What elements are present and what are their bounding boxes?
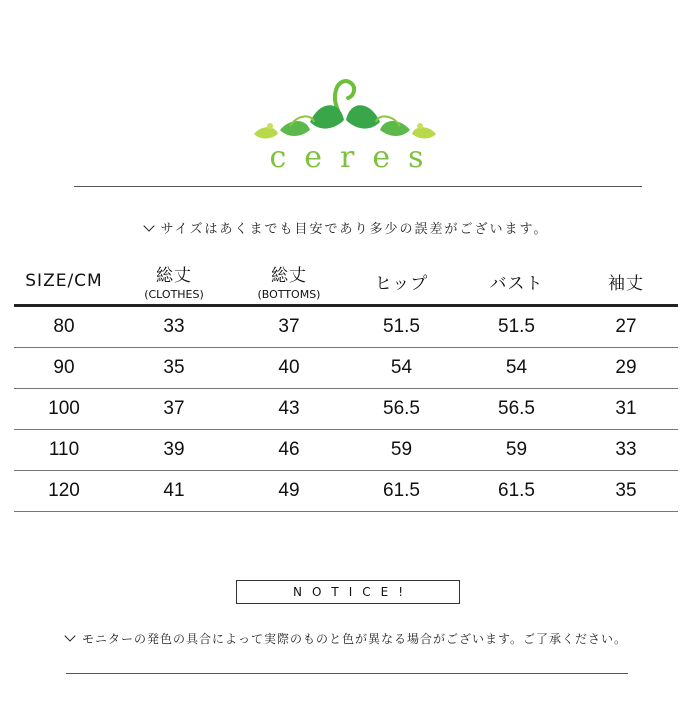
cell-size: 100	[48, 398, 80, 419]
cell-hip: 51.5	[383, 316, 420, 337]
cell-length-clothes: 35	[163, 357, 185, 378]
cell-length-bottoms: 49	[278, 480, 300, 501]
cell-length-clothes: 37	[163, 398, 185, 419]
header-hip	[344, 258, 459, 306]
table-row	[14, 389, 678, 430]
cell-bust: 51.5	[498, 316, 535, 337]
cell-length-bottoms: 37	[278, 316, 300, 337]
cell-sleeve: 33	[615, 439, 637, 460]
chevron-down-icon	[64, 630, 75, 641]
header-label: ヒップ	[374, 273, 429, 294]
header-bust	[459, 258, 574, 306]
table-row	[14, 471, 678, 512]
monitor-note-text: モニターの発色の具合によって実際のものと色が異なる場合がございます。ご了承ください。	[81, 632, 628, 646]
size-note	[0, 218, 693, 237]
cell-sleeve: 29	[615, 357, 637, 378]
cell-size: 110	[48, 439, 80, 460]
cell-sleeve: 35	[615, 480, 637, 501]
header-sub: (BOTTOMS)	[257, 288, 321, 301]
size-note-text: サイズはあくまでも目安であり多少の誤差がございます。	[160, 222, 549, 237]
header-label: SIZE/CM	[25, 271, 103, 291]
cell-hip: 56.5	[383, 398, 420, 419]
header-label: 総丈	[156, 266, 192, 286]
cell-length-bottoms: 40	[278, 357, 300, 378]
header-label: 総丈	[271, 266, 307, 286]
cell-hip: 54	[390, 357, 413, 378]
cell-bust: 61.5	[498, 480, 535, 501]
header-sleeve	[574, 258, 678, 306]
cell-size: 120	[48, 480, 80, 501]
header-sub: (CLOTHES)	[144, 288, 204, 301]
cell-hip: 61.5	[383, 480, 420, 501]
cell-length-clothes: 33	[163, 316, 185, 337]
cell-hip: 59	[390, 439, 413, 460]
monitor-note	[0, 630, 693, 647]
size-table	[14, 258, 678, 512]
table-row	[14, 306, 678, 348]
notice-label: NOTICE!	[236, 580, 460, 604]
cell-sleeve: 27	[615, 316, 637, 337]
cell-bust: 59	[505, 439, 528, 460]
brand-name: ceres	[269, 140, 442, 175]
chevron-down-icon	[143, 220, 154, 231]
cell-bust: 56.5	[498, 398, 535, 419]
cell-size: 80	[53, 316, 75, 337]
table-row	[14, 430, 678, 471]
cell-length-clothes: 41	[163, 480, 185, 501]
bottom-divider	[66, 673, 628, 674]
cell-size: 90	[53, 357, 75, 378]
header-length-clothes	[114, 258, 234, 306]
header-label: バスト	[489, 273, 544, 294]
table-row	[14, 348, 678, 389]
header-size	[14, 258, 114, 306]
cell-bust: 54	[505, 357, 528, 378]
header-length-bottoms	[234, 258, 344, 306]
cell-length-clothes: 39	[163, 439, 185, 460]
top-divider	[74, 186, 642, 187]
header-label: 袖丈	[608, 273, 644, 294]
table-header-row	[14, 258, 678, 306]
cell-sleeve: 31	[615, 398, 637, 419]
cell-length-bottoms: 46	[278, 439, 300, 460]
cell-length-bottoms: 43	[278, 398, 300, 419]
